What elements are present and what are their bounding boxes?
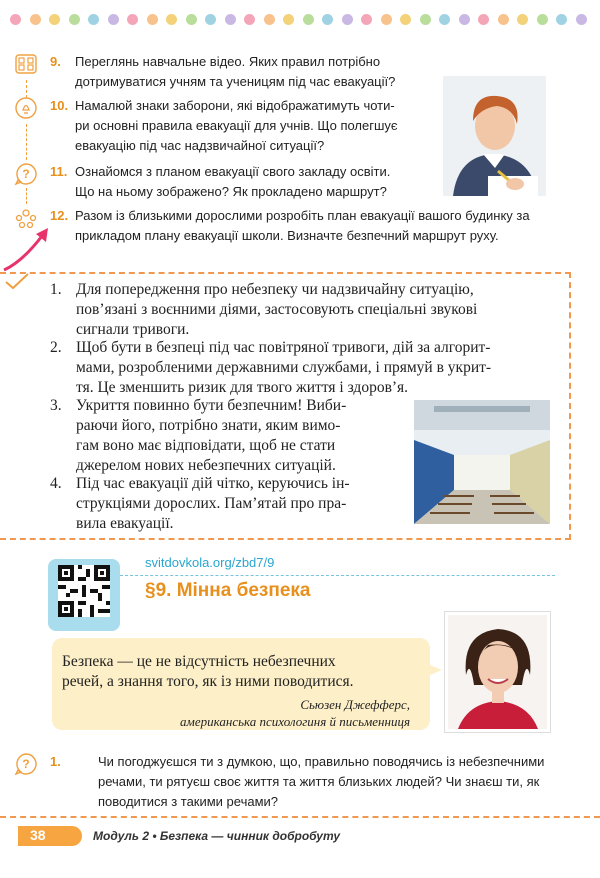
divider [26,80,27,98]
task-text: Намалюй знаки заборони, які відображатимуть чоти- ри основні правила евакуації для учнів. Що полегшує евакуацію під час надзвичайної ситуації? [75,98,398,153]
divider [26,124,27,160]
decorative-dot [478,14,489,25]
video-link[interactable]: svitdovkola.org/zbd7/9 [145,555,275,570]
decorative-dot [420,14,431,25]
decorative-dots [10,14,595,26]
student-writing-photo [443,76,546,196]
page-number-tab [18,826,82,846]
decorative-dot [322,14,333,25]
decorative-dot [30,14,41,25]
quote-text: Безпека — це не відсутність небезпечних речей, а знання того, як із ними поводитися. [62,653,354,690]
decorative-dot [225,14,236,25]
decorative-dot [400,14,411,25]
author-portrait-photo [445,612,550,732]
task-text: Разом із близькими дорослими розробіть план евакуації вашого будинку за прикладом плану евакуації школи. Визначте безпечний маршрут руху. [75,208,530,243]
lightbulb-icon [14,96,38,120]
task-number: 9. [50,54,61,69]
decorative-dot [88,14,99,25]
task-text: Переглянь навчальне відео. Яких правил потрібно дотримуватися учням та ученицям під час евакуації? [75,54,396,89]
task-text: Ознайомся з планом евакуації свого закладу освіти. Що на ньому зображено? Як прокладено маршрут? [75,164,391,199]
section-divider [120,575,555,576]
footer-divider [0,816,600,818]
decorative-dot [69,14,80,25]
question-1 [14,752,574,812]
decorative-dot [108,14,119,25]
quote-tail [418,660,442,680]
decorative-dot [537,14,548,25]
section-title: §9. Мінна безпека [145,580,311,601]
decorative-dot [517,14,528,25]
decorative-dot [127,14,138,25]
footer-module-title: Модуль 2 • Безпека — чинник добробуту [93,829,341,843]
decorative-dot [342,14,353,25]
decorative-dot [439,14,450,25]
decorative-dot [361,14,372,25]
question-text: Чи погоджуєшся ти з думкою, що, правильно поводячись із небезпечними речами, ти рятуєш своє життя та життя близьких людей? Чи знаєш ти, як поводитися з такими речами? [98,754,545,809]
shelter-hall-photo [414,400,550,524]
decorative-dot [283,14,294,25]
decorative-dot [186,14,197,25]
checkmark-icon [4,272,32,294]
task-12 [14,206,574,248]
question-icon [14,752,38,776]
qr-code[interactable] [58,565,110,617]
task-number: 11. [50,164,68,179]
decorative-dot [459,14,470,25]
video-icon [14,52,38,76]
question-icon [14,162,38,186]
decorative-dot [381,14,392,25]
decorative-dot [498,14,509,25]
task-number: 10. [50,98,69,113]
quote-author: Сьюзен Джефферс, американська психологиня й письменниця [180,697,410,729]
divider [26,188,27,204]
task-number: 12. [50,208,69,223]
decorative-dot [264,14,275,25]
decorative-dot [205,14,216,25]
decorative-dot [576,14,587,25]
question-number: 1. [50,754,61,769]
decorative-dot [147,14,158,25]
svg-text:?: ? [22,757,30,771]
decorative-dot [10,14,21,25]
decorative-dot [244,14,255,25]
decorative-dot [556,14,567,25]
decorative-dot [49,14,60,25]
decorative-dot [166,14,177,25]
decorative-dot [303,14,314,25]
page-number: 38 [30,827,46,843]
svg-text:?: ? [22,167,30,181]
